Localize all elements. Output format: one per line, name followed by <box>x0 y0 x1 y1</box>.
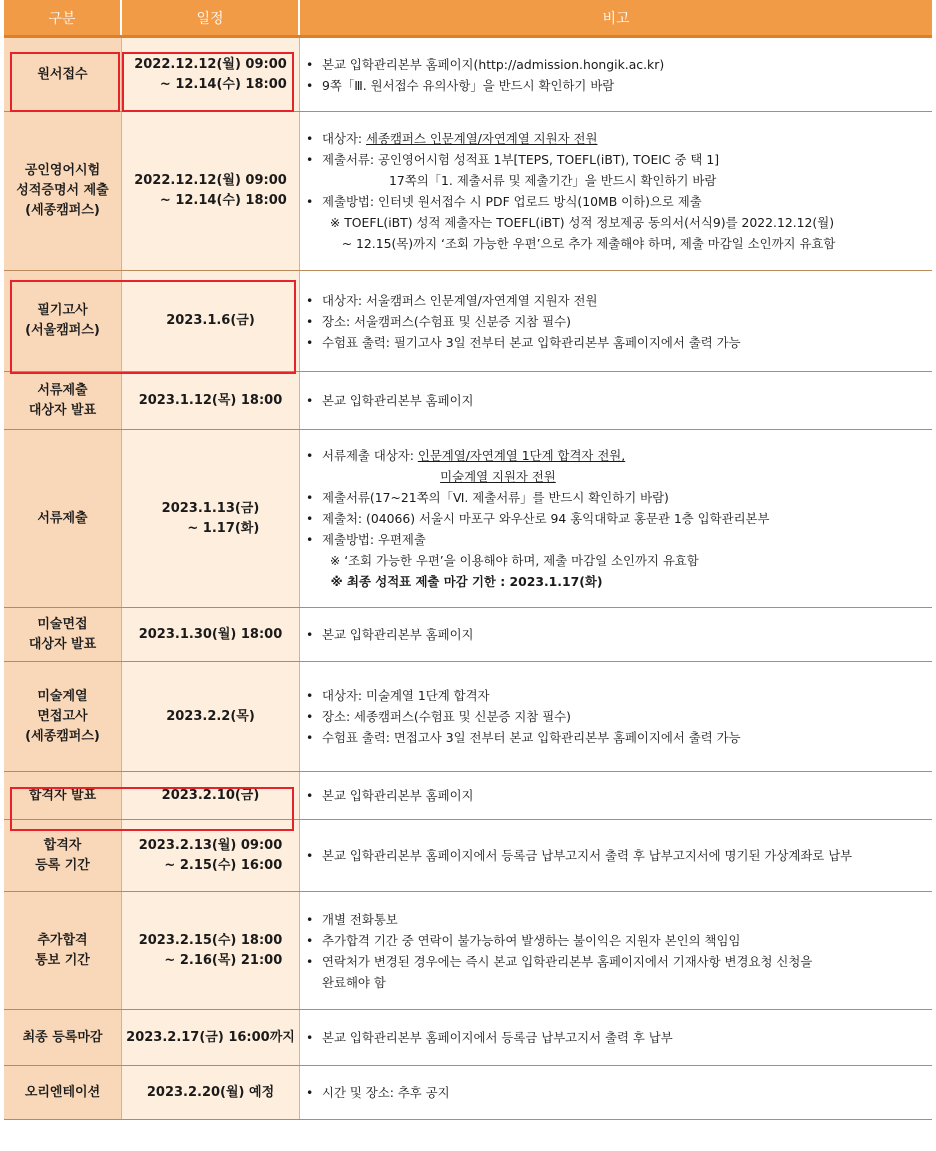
table-row <box>4 430 932 608</box>
row-date-text: 2022.12.12(월) 09:00 ~ 12.14(수) 18:00 <box>134 56 287 92</box>
note-text: 본교 입학관리본부 홈페이지에서 등록금 납부고지서 출력 후 납부 <box>322 1030 673 1045</box>
note-line <box>304 487 932 508</box>
row-date-text: 2023.2.10(금) <box>161 787 260 803</box>
bullet: • <box>306 77 314 93</box>
table-row <box>4 772 932 820</box>
row-category: 추가합격 통보 기간 <box>4 892 122 1009</box>
note-line <box>304 930 932 951</box>
note-text: 제출방법: 우편제출 <box>322 532 426 547</box>
bullet <box>304 233 322 254</box>
note-line <box>304 529 932 550</box>
row-date-text: 2023.2.20(월) 예정 <box>146 1084 275 1100</box>
note-line <box>304 290 932 311</box>
note-text: 본교 입학관리본부 홈페이지 <box>322 627 474 642</box>
row-date <box>122 112 300 270</box>
note-line <box>304 972 932 993</box>
row-notes <box>300 662 932 771</box>
bullet: • <box>306 848 314 863</box>
note-line <box>304 332 932 353</box>
note-line <box>304 466 932 487</box>
note-text: 추가합격 기간 중 연락이 불가능하여 발생하는 불이익은 지원자 본인의 책임임 <box>322 932 741 948</box>
bullet: • <box>306 911 314 927</box>
note-line <box>304 170 932 191</box>
note-line <box>304 390 932 411</box>
note-text: 본교 입학관리본부 홈페이지 <box>322 788 474 803</box>
row-category: 합격자 등록 기간 <box>4 820 122 891</box>
note-line <box>304 233 932 254</box>
bullet: • <box>306 1030 314 1045</box>
row-date <box>122 271 300 371</box>
note-text: 장소: 세종캠퍼스(수험표 및 신분증 지참 필수) <box>322 709 571 724</box>
bullet: • <box>306 932 314 948</box>
bullet: • <box>306 292 314 308</box>
row-category: 공인영어시험 성적증명서 제출 (세종캠퍼스) <box>4 112 122 270</box>
row-date <box>122 820 300 891</box>
row-date-text: 2023.2.2(목) <box>166 708 255 724</box>
bullet <box>304 466 322 487</box>
bullet: • <box>306 953 314 969</box>
row-date <box>122 608 300 661</box>
bullet: • <box>306 490 314 505</box>
note-text: ※ TOEFL(iBT) 성적 제출자는 TOEFL(iBT) 성적 정보제공 동의서(서식9)를 2022.12.12(월) <box>322 215 835 230</box>
table-header <box>4 0 932 38</box>
bullet: • <box>306 313 314 329</box>
note-prefix: 대상자: <box>322 131 367 146</box>
note-line <box>304 706 932 727</box>
row-notes <box>300 372 932 429</box>
table-row <box>4 820 932 892</box>
bullet <box>304 212 322 233</box>
note-text: 수험표 출력: 필기고사 3일 전부터 본교 입학관리본부 홈페이지에서 출력 가능 <box>322 334 741 350</box>
note-line <box>304 845 932 866</box>
note-line <box>304 445 932 466</box>
note-text: 장소: 서울캠퍼스(수험표 및 신분증 지참 필수) <box>322 313 571 329</box>
header-schedule: 일정 <box>122 0 300 35</box>
header-remarks: 비고 <box>602 10 630 27</box>
row-notes <box>300 772 932 819</box>
row-date-text: 2023.1.30(월) 18:00 <box>138 626 283 642</box>
note-line <box>304 54 932 75</box>
bullet: • <box>306 1085 314 1100</box>
bullet: • <box>306 709 314 724</box>
note-line <box>304 550 932 571</box>
row-date <box>122 372 300 429</box>
note-line <box>304 75 932 96</box>
row-category: 필기고사 (서울캠퍼스) <box>4 271 122 371</box>
row-category: 서류제출 대상자 발표 <box>4 372 122 429</box>
note-text: 제출방법: 인터넷 원서접수 시 PDF 업로드 방식(10MB 이하)으로 제출 <box>322 194 702 209</box>
row-date-text: 2022.12.12(월) 09:00 ~ 12.14(수) 18:00 <box>134 173 287 208</box>
note-line <box>304 1082 932 1103</box>
note-bold-text: ※ 최종 성적표 제출 마감 기한 : 2023.1.17(화) <box>322 574 603 589</box>
row-date-text: 2023.2.17(금) 16:00까지 <box>126 1029 295 1045</box>
bullet: • <box>306 532 314 547</box>
note-text: 개별 전화통보 <box>322 911 398 927</box>
note-line <box>304 624 932 645</box>
row-category: 미술면접 대상자 발표 <box>4 608 122 661</box>
note-prefix: 서류제출 대상자: <box>322 448 418 463</box>
bullet: • <box>306 788 314 803</box>
table-row <box>4 112 932 271</box>
bullet: • <box>306 152 314 167</box>
row-notes <box>300 1066 932 1119</box>
bullet <box>304 170 322 191</box>
note-text: ~ 12.15(목)까지 ‘조회 가능한 우편’으로 추가 제출해야 하며, 제출 마감일 소인까지 유효함 <box>322 236 836 251</box>
note-text: 제출서류(17~21쪽의「Ⅵ. 제출서류」를 반드시 확인하기 바람) <box>322 490 669 505</box>
note-line <box>304 909 932 930</box>
note-text: 본교 입학관리본부 홈페이지 <box>322 393 474 408</box>
row-notes <box>300 608 932 661</box>
note-line <box>304 508 932 529</box>
bullet: • <box>306 194 314 209</box>
bullet: • <box>306 334 314 350</box>
bullet: • <box>306 730 314 745</box>
note-text: ※ ‘조회 가능한 우편’을 이용해야 하며, 제출 마감일 소인까지 유효함 <box>322 553 699 568</box>
row-notes <box>300 112 932 270</box>
note-line <box>304 149 932 170</box>
row-notes <box>300 38 932 111</box>
note-text: 제출처: (04066) 서울시 마포구 와우산로 94 홍익대학교 홍문관 1층 입학관리본부 <box>322 511 770 526</box>
note-line <box>304 128 932 149</box>
note-line <box>304 785 932 806</box>
note-line <box>304 685 932 706</box>
note-line <box>304 727 932 748</box>
note-text: 본교 입학관리본부 홈페이지(http://admission.hongik.ac.kr) <box>322 56 665 72</box>
row-notes <box>300 892 932 1009</box>
table-row <box>4 372 932 430</box>
row-date <box>122 430 300 607</box>
note-text: 시간 및 장소: 추후 공지 <box>322 1085 450 1100</box>
row-date <box>122 662 300 771</box>
bullet: • <box>306 688 314 703</box>
note-underlined-text: 인문계열/자연계열 1단계 합격자 전원, <box>417 448 626 463</box>
row-notes <box>300 271 932 371</box>
bullet <box>304 571 322 592</box>
table-row <box>4 662 932 772</box>
row-category: 합격자 발표 <box>4 772 122 819</box>
note-line <box>304 191 932 212</box>
row-date-text: 2023.1.13(금) ~ 1.17(화) <box>161 500 260 536</box>
table-row <box>4 608 932 662</box>
row-category: 미술계열 면접고사 (세종캠퍼스) <box>4 662 122 771</box>
row-notes <box>300 820 932 891</box>
row-date-text: 2023.1.6(금) <box>166 313 255 328</box>
table-row <box>4 271 932 372</box>
bullet: • <box>306 56 314 72</box>
note-text: 연락처가 변경된 경우에는 즉시 본교 입학관리본부 홈페이지에서 기재사항 변경요청 신청을 <box>322 953 813 969</box>
bullet: • <box>306 511 314 526</box>
bullet <box>304 550 322 571</box>
note-text: 9쪽「Ⅲ. 원서접수 유의사항」을 반드시 확인하기 바람 <box>322 77 615 93</box>
note-underlined-text: 세종캠퍼스 인문계열/자연계열 지원자 전원 <box>366 131 598 146</box>
note-text: 본교 입학관리본부 홈페이지에서 등록금 납부고지서 출력 후 납부고지서에 명기된 가상계좌로 납부 <box>322 848 853 863</box>
row-notes <box>300 430 932 607</box>
row-category: 최종 등록마감 <box>4 1010 122 1065</box>
row-notes <box>300 1010 932 1065</box>
bullet: • <box>306 627 314 642</box>
bullet: • <box>306 393 314 408</box>
note-underlined-text: 미술계열 지원자 전원 <box>440 469 556 484</box>
note-text: 완료해야 함 <box>322 974 386 990</box>
row-date <box>122 772 300 819</box>
note-line <box>304 311 932 332</box>
table-row <box>4 892 932 1010</box>
row-date-text: 2023.2.15(수) 18:00 ~ 2.16(목) 21:00 <box>138 932 283 968</box>
note-line <box>304 571 932 592</box>
table-row <box>4 38 932 112</box>
note-text: 대상자: 서울캠퍼스 인문계열/자연계열 지원자 전원 <box>322 292 598 308</box>
note-prefix <box>322 466 440 487</box>
note-text: 대상자: 미술계열 1단계 합격자 <box>322 688 490 703</box>
note-line <box>304 951 932 972</box>
row-date <box>122 1066 300 1119</box>
table-body <box>4 38 932 1120</box>
row-category: 원서접수 <box>4 38 122 111</box>
note-text: 제출서류: 공인영어시험 성적표 1부[TEPS, TOEFL(iBT), TOEIC 중 택 1] <box>322 152 720 167</box>
note-line <box>304 1027 932 1048</box>
bullet: • <box>306 131 314 146</box>
row-date <box>122 1010 300 1065</box>
row-date <box>122 38 300 111</box>
row-category: 서류제출 <box>4 430 122 607</box>
table-row <box>4 1010 932 1066</box>
row-date-text: 2023.1.12(목) 18:00 <box>138 392 283 408</box>
table-row <box>4 1066 932 1120</box>
note-text: 17쪽의「1. 제출서류 및 제출기간」을 반드시 확인하기 바람 <box>322 173 717 188</box>
header-category: 구분 <box>4 0 122 35</box>
note-line <box>304 212 932 233</box>
schedule-table <box>4 0 932 1120</box>
row-category: 오리엔테이션 <box>4 1066 122 1119</box>
bullet: • <box>306 448 314 463</box>
row-date-text: 2023.2.13(월) 09:00 ~ 2.15(수) 16:00 <box>138 837 283 873</box>
note-text: 수험표 출력: 면접고사 3일 전부터 본교 입학관리본부 홈페이지에서 출력 가능 <box>322 730 741 745</box>
row-date <box>122 892 300 1009</box>
bullet <box>304 972 322 993</box>
